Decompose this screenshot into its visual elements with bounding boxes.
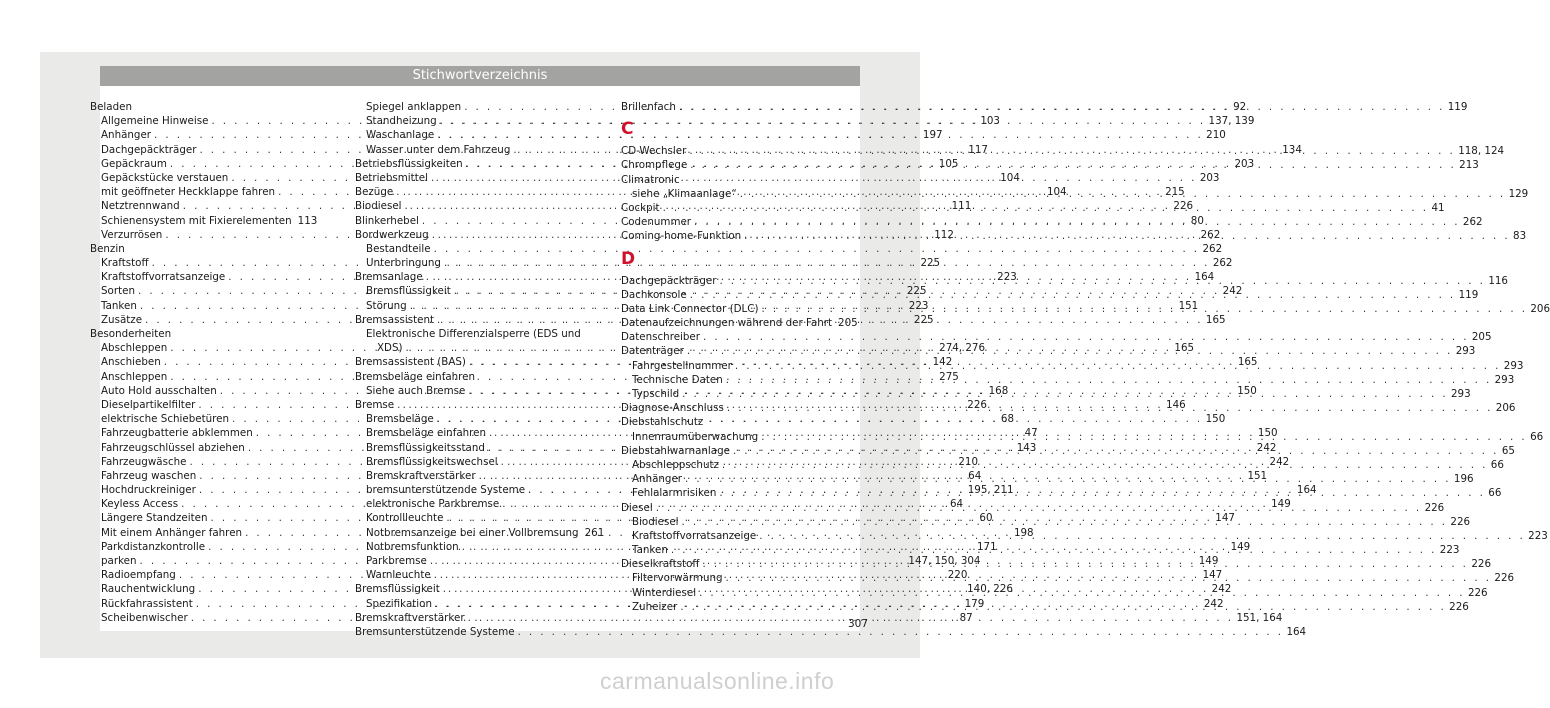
index-entry-term: Scheibenwischer bbox=[101, 611, 188, 624]
index-entry-term: Anschleppen bbox=[101, 370, 168, 383]
index-entry-term: Unterbringung bbox=[366, 257, 441, 270]
index-entry-pages[interactable]: 111 bbox=[951, 200, 972, 213]
index-entry-pages[interactable]: 165 bbox=[1237, 356, 1258, 369]
index-entry-term: Betriebsflüssigkeiten bbox=[355, 157, 463, 170]
dot-leader bbox=[682, 387, 1448, 401]
index-entry-term: Dieselpartikelfilter bbox=[101, 398, 196, 411]
index-entry-pages[interactable]: 275 bbox=[939, 370, 959, 383]
index-entry-term: Parkdistanzkontrolle bbox=[101, 540, 206, 553]
index-entry-term: Zuheizer bbox=[632, 600, 678, 613]
index-entry-term: Bremsbeläge einfahren bbox=[366, 427, 487, 440]
index-entry-term: Warnleuchte bbox=[366, 569, 431, 582]
index-entry-pages[interactable]: 150 bbox=[1257, 427, 1278, 440]
dot-leader bbox=[689, 144, 1455, 158]
dot-leader bbox=[690, 158, 1456, 172]
index-letter-heading: C bbox=[621, 119, 634, 140]
index-entry-term: Dachgepäckträger bbox=[621, 274, 717, 287]
index-entry-term: Coming-home-Funktion bbox=[621, 230, 742, 243]
index-entry-term: Bordwerkzeug bbox=[355, 228, 429, 241]
index-entry-term: Allgemeine Hinweise bbox=[101, 115, 209, 128]
index-entry-term: Diagnose-Anschluss bbox=[621, 402, 724, 415]
index-entry-pages[interactable]: 242 bbox=[1222, 285, 1243, 298]
index-entry-pages[interactable]: 64 bbox=[968, 469, 982, 482]
index-entry-pages[interactable]: 151, 164 bbox=[1236, 611, 1283, 624]
index-entry-pages[interactable]: 262 bbox=[1212, 257, 1233, 270]
dot-leader bbox=[735, 359, 1501, 373]
index-entry-term: parken bbox=[101, 555, 137, 567]
index-entry-pages[interactable]: 164 bbox=[1194, 271, 1215, 284]
index-entry-term: Keyless Access bbox=[101, 498, 179, 511]
index-entry bbox=[621, 316, 858, 330]
index-entry-pages[interactable]: 65 bbox=[1501, 444, 1515, 457]
index-entry-pages[interactable]: 225 bbox=[920, 257, 941, 270]
index-entry-term: Tanken bbox=[632, 544, 668, 557]
index-entry-pages[interactable]: 223 bbox=[1439, 544, 1460, 557]
index-entry-term: Gepäckstücke verstauen bbox=[101, 171, 229, 184]
dot-leader bbox=[727, 401, 1493, 415]
dot-leader bbox=[762, 302, 1528, 316]
index-entry-term: Spiegel anklappen bbox=[366, 101, 462, 113]
index-entry-pages[interactable]: 203 bbox=[1234, 157, 1255, 170]
index-entry-pages[interactable]: 210 bbox=[958, 455, 978, 468]
index-entry-pages[interactable]: 68 bbox=[1000, 413, 1014, 426]
dot-leader bbox=[518, 625, 1284, 639]
index-entry bbox=[621, 330, 1492, 344]
index-entry-term: Tanken bbox=[101, 299, 137, 312]
index-entry-pages[interactable]: 150 bbox=[1237, 384, 1257, 397]
index-entry-pages[interactable]: 220 bbox=[947, 569, 968, 582]
dot-leader bbox=[759, 529, 1525, 543]
index-entry-pages[interactable]: 113 bbox=[297, 214, 318, 227]
dot-leader bbox=[656, 501, 1422, 515]
index-entry-term: Abschleppen bbox=[101, 342, 168, 355]
index-entry-pages[interactable]: 150 bbox=[1205, 413, 1226, 426]
index-heading: Elektronische Differenzialsperre (EDS und bbox=[366, 328, 581, 340]
index-heading: Bremsbeläge einfahren bbox=[355, 370, 476, 383]
index-entry-term: Diesel bbox=[621, 501, 653, 514]
index-entry-pages[interactable]: 147 bbox=[1215, 512, 1235, 525]
index-entry-pages[interactable]: 242 bbox=[1256, 441, 1277, 454]
index-entry-pages[interactable]: 293 bbox=[1494, 373, 1515, 386]
index-entry-term: Bremsflüssigkeitswechsel bbox=[366, 455, 498, 468]
index-entry-pages[interactable]: 179 bbox=[964, 597, 985, 610]
index-entry-term: Bestandteile bbox=[366, 242, 431, 255]
index-entry-term: mit geöffneter Heckklappe fahren bbox=[101, 186, 276, 199]
index-entry-pages[interactable]: 223 bbox=[908, 299, 929, 312]
index-entry-term: Bremskraftverstärker bbox=[355, 611, 465, 624]
dot-leader bbox=[719, 274, 1485, 288]
dot-leader bbox=[722, 458, 1488, 472]
index-entry-term: Winterdiesel bbox=[632, 586, 697, 599]
dot-leader bbox=[682, 515, 1448, 529]
index-entry-pages[interactable]: 64 bbox=[950, 498, 964, 511]
index-entry-pages[interactable]: 293 bbox=[1451, 388, 1471, 400]
index-entry-pages[interactable]: 203 bbox=[1199, 171, 1220, 184]
index-entry bbox=[90, 214, 316, 228]
dot-leader bbox=[703, 330, 1469, 344]
index-entry-term: Diebstahlwarnanlage bbox=[621, 444, 730, 457]
index-entry-term: Biodiesel bbox=[355, 200, 402, 213]
index-entry-term: Datenaufzeichnungen während der Fahrt bbox=[621, 317, 833, 330]
index-entry-term: elektronische Parkbremse bbox=[366, 498, 500, 511]
dot-leader bbox=[685, 472, 1451, 486]
index-entry-term: Dieselkraftstoff bbox=[621, 558, 700, 571]
index-entry-pages[interactable]: 196 bbox=[1453, 473, 1474, 486]
index-entry-pages[interactable]: 105 bbox=[938, 157, 959, 170]
index-entry-pages[interactable]: 165 bbox=[1205, 313, 1226, 326]
index-entry-term: XDS) bbox=[377, 342, 403, 355]
index-entry-term: Sorten bbox=[101, 285, 135, 298]
index-entry-pages[interactable]: 134 bbox=[1282, 143, 1302, 156]
index-entry-pages[interactable]: 104 bbox=[1000, 171, 1020, 184]
dot-leader bbox=[687, 344, 1453, 358]
index-entry-term: Innenraumüberwachung bbox=[632, 430, 759, 443]
index-entry-pages[interactable]: 83 bbox=[1513, 230, 1527, 243]
index-entry-term: Spezifikation bbox=[366, 597, 432, 610]
index-entry-term: Fahrzeug waschen bbox=[101, 469, 197, 482]
index-entry-term: CD-Wechsler bbox=[621, 145, 687, 158]
dot-leader bbox=[726, 373, 1492, 387]
index-entry-pages[interactable]: 118, 124 bbox=[1458, 145, 1505, 158]
index-entry-term: Fahrzeugwäsche bbox=[101, 455, 187, 468]
index-entry-pages[interactable]: 165 bbox=[1174, 342, 1195, 355]
index-entry-pages[interactable]: 140, 226 bbox=[967, 583, 1013, 596]
dot-leader bbox=[679, 100, 1445, 114]
index-entry-pages[interactable]: 151 bbox=[1247, 469, 1268, 482]
dot-leader bbox=[761, 430, 1527, 444]
index-entry-term: Bremsunterstützende Systeme bbox=[355, 625, 515, 638]
index-entry-term: elektrische Schiebetüren bbox=[101, 413, 230, 426]
index-entry-term: Codenummer bbox=[621, 216, 692, 229]
index-entry-pages[interactable]: 41 bbox=[1431, 201, 1445, 214]
index-entry-pages[interactable]: 262 bbox=[1462, 216, 1483, 229]
index-entry-pages[interactable]: 104 bbox=[1046, 186, 1067, 199]
watermark-text: carmanualsonline.info bbox=[600, 668, 835, 694]
index-entry-pages[interactable]: 242 bbox=[1269, 455, 1290, 468]
dot-leader bbox=[733, 444, 1499, 458]
index-entry-term: Kraftstoff bbox=[101, 257, 149, 270]
index-entry-term: Fehlalarmrisiken bbox=[632, 487, 717, 500]
index-entry-term: Blinkerhebel bbox=[355, 214, 419, 227]
index-entry-term: Fahrzeugbatterie abklemmen bbox=[101, 427, 253, 440]
index-entry-term: Cockpit bbox=[621, 201, 660, 214]
index-entry-term: Kraftstoffvorratsanzeige bbox=[632, 529, 757, 542]
index-entry-term: Auto Hold ausschalten bbox=[101, 384, 217, 397]
index-entry-pages[interactable]: 117 bbox=[968, 143, 988, 156]
index-entry-term: Bremsflüssigkeitsstand bbox=[366, 441, 485, 454]
index-entry-term: Bremsflüssigkeit bbox=[366, 285, 451, 298]
index-entry-pages[interactable]: 226 bbox=[1471, 558, 1491, 571]
index-entry-pages[interactable]: 164 bbox=[1296, 484, 1317, 497]
index-entry-pages[interactable]: 168 bbox=[988, 384, 1009, 397]
index-entry-term: Wasser unter dem Fahrzeug bbox=[366, 143, 511, 156]
index-entry-term: Bremsassistent (BAS) bbox=[355, 356, 466, 369]
dot-leader bbox=[699, 586, 1465, 600]
index-entry-pages[interactable]: 205 bbox=[838, 317, 858, 330]
index-entry-term: Chrompflege bbox=[621, 159, 688, 172]
index-entry-pages[interactable]: 47 bbox=[1024, 427, 1038, 440]
index-entry-term: Abschleppschutz bbox=[632, 458, 719, 471]
index-entry-pages[interactable]: 171 bbox=[977, 540, 997, 553]
index-entry-term: Bremskraftverstärker bbox=[366, 469, 476, 482]
index-entry-pages[interactable]: 206 bbox=[1530, 302, 1550, 315]
index-entry-pages[interactable]: 226 bbox=[1449, 600, 1469, 613]
dot-leader bbox=[690, 288, 1456, 302]
index-entry-term: Anhänger bbox=[101, 129, 152, 142]
index-entry-term: Parkbremse bbox=[366, 555, 427, 567]
index-entry-term: Anschieben bbox=[101, 356, 161, 369]
index-entry-pages[interactable]: 143 bbox=[1016, 441, 1037, 454]
index-entry-pages[interactable]: 66 bbox=[1530, 430, 1544, 443]
index-entry-term: Technische Daten bbox=[632, 373, 723, 386]
index-entry-term: Fahrgestellnummer bbox=[632, 359, 732, 372]
index-entry-term: Längere Standzeiten bbox=[101, 512, 208, 525]
index-entry-pages[interactable]: 226 bbox=[1424, 501, 1445, 514]
index-entry-pages[interactable]: 223 bbox=[1528, 529, 1548, 542]
index-entry-pages[interactable]: 87 bbox=[959, 611, 973, 624]
index-entry-pages[interactable]: 293 bbox=[1455, 345, 1476, 358]
dot-leader bbox=[744, 229, 1510, 243]
index-entry-term: Gepäckraum bbox=[101, 157, 167, 170]
index-entry-term: Fahrzeugschlüssel abziehen bbox=[101, 441, 245, 454]
dot-leader bbox=[719, 486, 1485, 500]
index-entry-term: Verzurrösen bbox=[101, 228, 163, 241]
index-entry-pages[interactable]: 137, 139 bbox=[1208, 115, 1255, 128]
index-entry-term: Rauchentwicklung bbox=[101, 583, 196, 596]
index-entry bbox=[355, 625, 1307, 639]
index-entry-term: Siehe auch Bremse bbox=[366, 384, 466, 397]
index-entry-pages[interactable]: 213 bbox=[1459, 159, 1479, 172]
index-entry-pages[interactable]: 116 bbox=[1488, 274, 1508, 287]
index-entry-pages[interactable]: 149 bbox=[1230, 540, 1251, 553]
index-entry-term: Rückfahrassistent bbox=[101, 597, 193, 610]
index-entry-pages[interactable]: 226 bbox=[1467, 586, 1488, 599]
index-entry-term: Bremse bbox=[355, 398, 395, 411]
index-entry-pages[interactable]: 149 bbox=[1271, 498, 1291, 511]
index-heading: Climatronic bbox=[621, 173, 680, 186]
index-entry-term: Bremsflüssigkeit bbox=[355, 583, 440, 596]
index-entry-pages[interactable]: 293 bbox=[1503, 359, 1524, 372]
index-entry-pages[interactable]: 262 bbox=[1202, 242, 1223, 255]
index-heading: Besonderheiten bbox=[90, 328, 172, 340]
index-entry-term: Datenträger bbox=[621, 345, 684, 358]
index-entry-term: Betriebsmittel bbox=[355, 171, 428, 184]
index-entry-pages[interactable]: 119 bbox=[1458, 288, 1479, 301]
index-letter-heading: D bbox=[621, 248, 636, 269]
index-entry-term: Notbremsfunktion bbox=[366, 540, 459, 553]
index-entry-term: Hochdruckreiniger bbox=[101, 484, 196, 497]
index-entry-pages[interactable]: 226 bbox=[967, 398, 987, 411]
index-heading: Benzin bbox=[90, 242, 125, 255]
index-entry-pages[interactable]: 60 bbox=[979, 512, 993, 525]
index-entry-pages[interactable]: 164 bbox=[1286, 625, 1307, 638]
index-entry-term: Schienensystem mit Fixierelementen bbox=[101, 214, 292, 227]
index-entry-term: Notbremsanzeige bei einer Vollbremsung bbox=[366, 526, 579, 539]
index-heading: Beladen bbox=[90, 101, 132, 113]
index-entry-term: Dachgepäckträger bbox=[101, 143, 197, 156]
index-entry-term: Radioempfang bbox=[101, 569, 176, 582]
index-entry-term: Anhänger bbox=[632, 473, 683, 486]
dot-leader bbox=[702, 557, 1468, 571]
index-entry-term: Mit einem Anhänger fahren bbox=[101, 526, 243, 539]
index-entry-pages[interactable]: 274, 276 bbox=[939, 342, 985, 355]
index-entry-pages[interactable]: 146 bbox=[1166, 398, 1186, 411]
index-entry-pages[interactable]: 215 bbox=[1165, 186, 1185, 199]
index-entry-pages[interactable]: 66 bbox=[1490, 458, 1504, 471]
index-entry-term: Zusätze bbox=[101, 313, 143, 326]
index-entry-term: Waschanlage bbox=[366, 129, 435, 142]
index-entry-pages[interactable]: 149 bbox=[1198, 555, 1219, 567]
index-entry bbox=[355, 526, 605, 540]
index-entry-pages[interactable]: 205 bbox=[1471, 331, 1492, 344]
index-entry-term: Data Link Connector (DLC) bbox=[621, 302, 759, 315]
dot-leader bbox=[663, 201, 1429, 215]
dot-leader bbox=[726, 571, 1492, 585]
index-entry-term: Bezüge bbox=[355, 186, 394, 199]
index-entry-term: Standheizung bbox=[366, 115, 437, 128]
page-number: 307 bbox=[847, 618, 868, 630]
index-entry-term: Kontrollleuchte bbox=[366, 512, 444, 525]
index-entry-pages[interactable]: 242 bbox=[1203, 597, 1224, 610]
index-entry-pages[interactable]: 147, 150, 304 bbox=[908, 555, 981, 567]
section-header: Stichwortverzeichnis bbox=[100, 66, 860, 86]
index-entry-pages[interactable]: 66 bbox=[1488, 487, 1502, 500]
index-entry-pages[interactable]: 262 bbox=[1200, 228, 1221, 241]
index-entry-term: Dachkonsole bbox=[621, 288, 687, 301]
index-entry-pages[interactable]: 210 bbox=[1206, 129, 1226, 142]
index-entry-pages[interactable]: 80 bbox=[1190, 214, 1204, 227]
index-entry-term: Filtervorwärmung bbox=[632, 572, 723, 585]
index-entry-pages[interactable]: 242 bbox=[1211, 583, 1232, 596]
index-entry-term: Typschild bbox=[632, 388, 680, 400]
index-entry-term: Bremsassistent bbox=[355, 313, 435, 326]
index-entry-pages[interactable]: 92 bbox=[1233, 101, 1247, 113]
dot-leader bbox=[680, 600, 1446, 614]
index-heading: Diebstahlschutz bbox=[621, 416, 704, 429]
index-entry-pages[interactable]: 197 bbox=[922, 129, 943, 142]
index-entry-pages[interactable]: 195, 211 bbox=[967, 484, 1014, 497]
index-entry-term: Bremsanlage bbox=[355, 271, 423, 284]
index-entry-pages[interactable]: 151 bbox=[1178, 299, 1199, 312]
index-entry-pages[interactable]: 103 bbox=[980, 115, 1000, 128]
index-entry-pages[interactable]: 226 bbox=[1450, 515, 1471, 528]
index-entry-pages[interactable]: 226 bbox=[1173, 200, 1194, 213]
index-entry-pages[interactable]: 119 bbox=[1447, 101, 1468, 113]
index-entry-term: Netztrennwand bbox=[101, 200, 180, 213]
index-entry-term: Datenschreiber bbox=[621, 331, 700, 344]
index-entry-pages[interactable]: 147 bbox=[1202, 569, 1223, 582]
index-entry-term: bremsunterstützende Systeme bbox=[366, 484, 526, 497]
index-entry-pages[interactable]: 129 bbox=[1508, 187, 1529, 200]
index-entry-term: siehe „Klimaanlage“ bbox=[632, 187, 737, 200]
dot-leader bbox=[694, 215, 1460, 229]
index-entry-pages[interactable]: 261 bbox=[584, 526, 605, 539]
index-entry-pages[interactable]: 198 bbox=[1013, 526, 1034, 539]
index-entry-pages[interactable]: 206 bbox=[1495, 402, 1516, 415]
index-entry-pages[interactable]: 142 bbox=[932, 356, 953, 369]
index-entry-term: Biodiesel bbox=[632, 515, 679, 528]
index-entry-term: Brillenfach bbox=[621, 101, 676, 113]
index-entry-pages[interactable]: 226 bbox=[1494, 572, 1515, 585]
index-entry-term: Störung bbox=[366, 299, 407, 312]
index-entry-term: Kraftstoffvorratsanzeige bbox=[101, 271, 226, 284]
index-entry-pages[interactable]: 112 bbox=[934, 228, 954, 241]
index-entry-pages[interactable]: 223 bbox=[997, 271, 1017, 284]
dot-leader bbox=[671, 543, 1437, 557]
index-entry-term: Bremsbeläge bbox=[366, 413, 434, 426]
index-entry bbox=[355, 242, 1223, 256]
index-entry-pages[interactable]: 225 bbox=[906, 285, 927, 298]
dot-leader bbox=[740, 187, 1506, 201]
index-entry-pages[interactable]: 225 bbox=[913, 313, 934, 326]
